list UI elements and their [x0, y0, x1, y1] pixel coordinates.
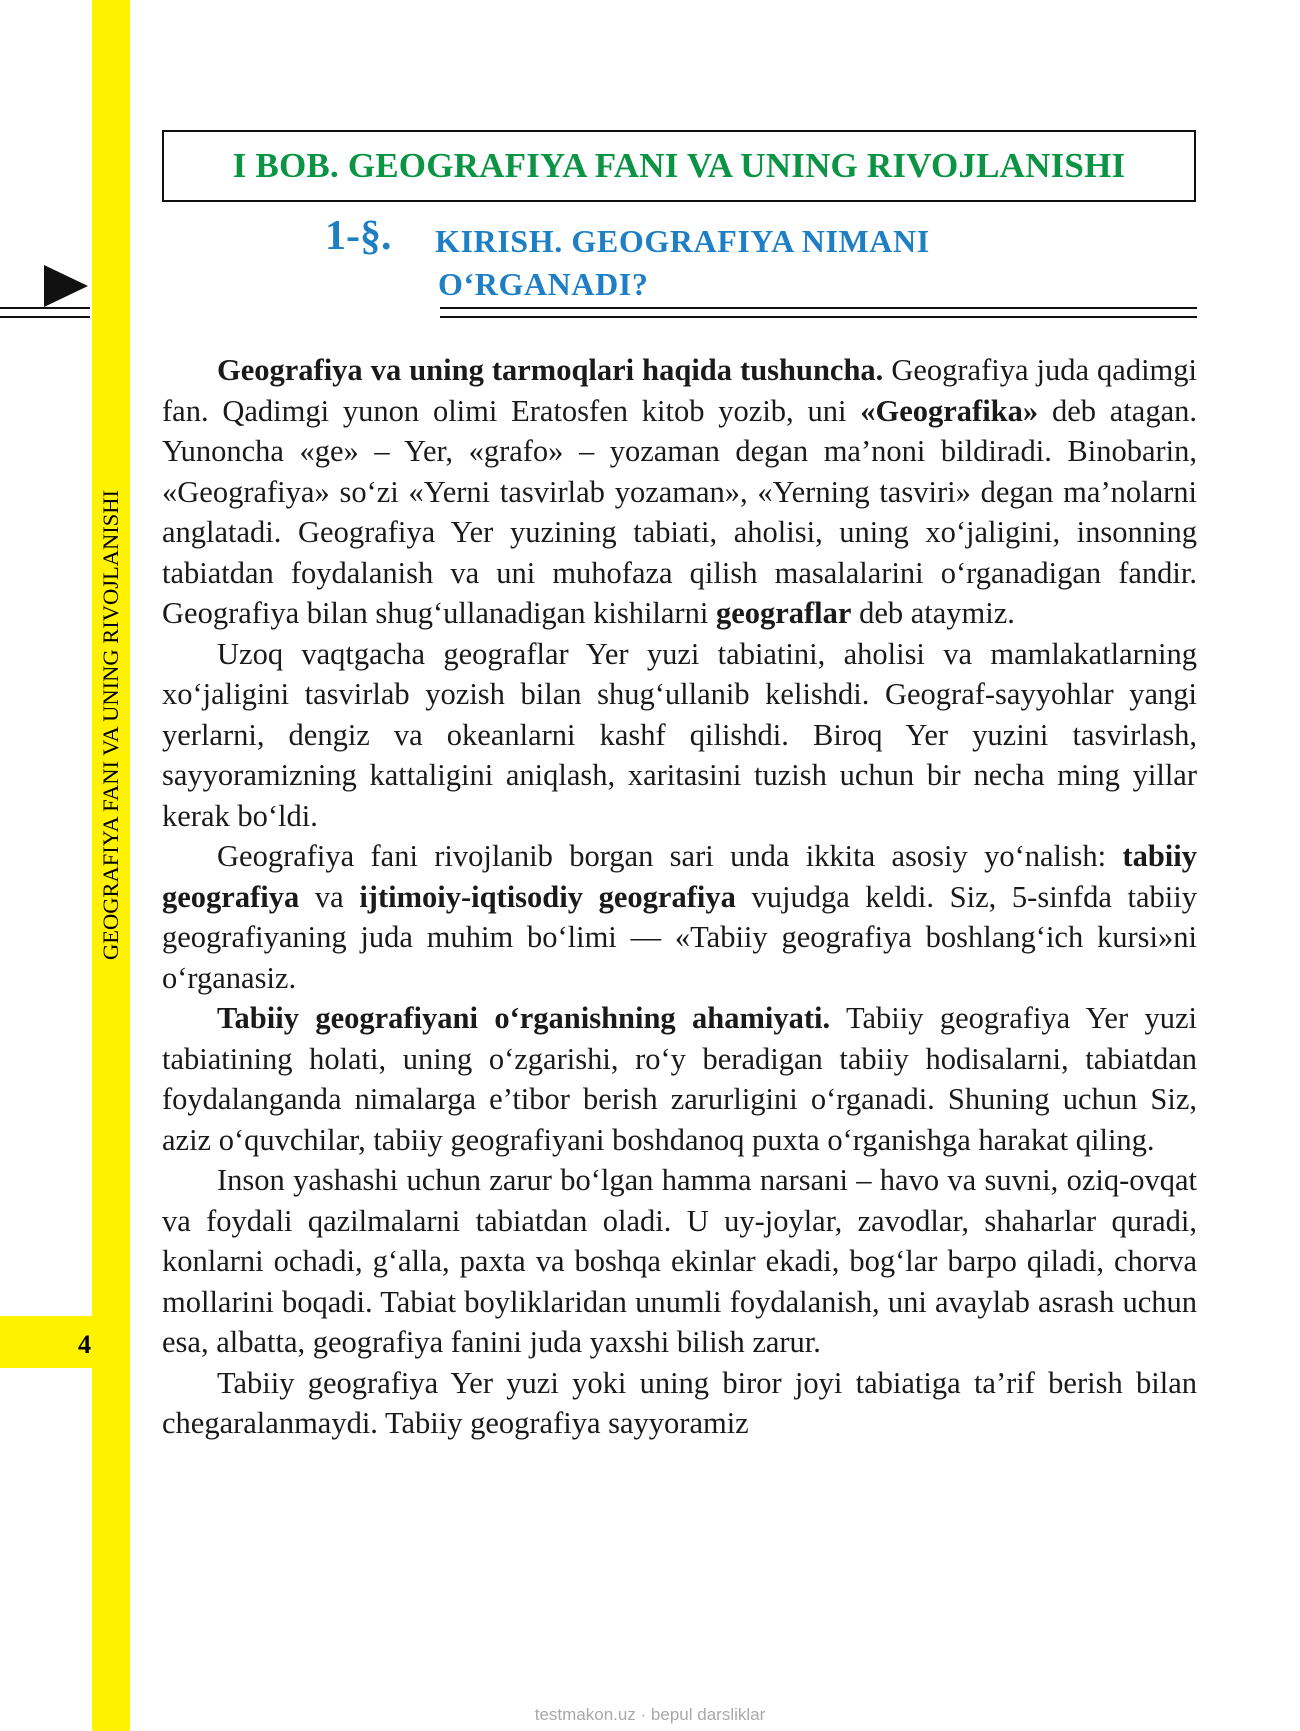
text-run: Tabiiy geografiya Yer yuzi yoki uning biror joyi tabiatiga ta’rif berish bilan chegaralanmaydi. Tabiiy geografiya sayyoramiz [162, 1365, 1197, 1440]
body-paragraph [162, 634, 1197, 837]
side-running-title: GEOGRAFIYA FANI VA UNING RIVOJLANISHI [98, 489, 123, 961]
arrow-rule-top [0, 307, 90, 309]
chapter-title: I BOB. GEOGRAFIYA FANI VA UNING RIVOJLANISHI [232, 146, 1126, 185]
body-paragraph [162, 1363, 1197, 1444]
body-paragraph [162, 350, 1197, 634]
section-title-line-1: KIRISH. GEOGRAFIYA NIMANI [435, 223, 930, 259]
footer-watermark: testmakon.uz · bepul darsliklar [534, 1705, 766, 1724]
bold-term: Tabiiy geografiyani o‘rganishning ahamiyati. [217, 1001, 831, 1035]
title-rule-top [440, 307, 1197, 309]
title-rule-bottom [440, 316, 1197, 318]
text-run: Tabiiy geografiya Yer yuzi tabiatining holati, uning o‘zgarishi, ro‘y beradigan tabiiy hodisalarni, tabiatdan foydalanganda nimalarga e’tibor berish zarurligini o‘rganadi. Shuning uchun Siz, aziz o‘quvchilar, tabiiy geografiyani boshdanoq puxta o‘rganishga harakat qiling. [162, 1001, 1197, 1157]
text-run: Inson yashashi uchun zarur bo‘lgan hamma narsani – havo va suvni, oziq-ovqat va foydali qazilmalarni tabiatdan oladi. U uy-joylar, zavodlar, shaharlar quradi, konlarni ochadi, g‘alla, paxta va boshqa ekinlar ekadi, bog‘lar barpo qiladi, chorva mollarini boqadi. Tabiat boyliklaridan unumli foydalanish, uni avaylab asrash uchun esa, albatta, geografiya fanini juda yaxshi bilish zarur. [162, 1163, 1197, 1359]
body-paragraph [162, 836, 1197, 998]
side-title-container [94, 460, 128, 990]
bold-term: ijtimoiy-iqtisodiy geografiya [359, 879, 736, 914]
chapter-heading-box [162, 130, 1196, 202]
right-triangle-arrow-icon [44, 265, 88, 307]
text-run: Geografiya juda qadimgi fan. Qadimgi yunon olimi Eratosfen kitob yozib, uni [162, 353, 1197, 428]
bold-term: «Geografika» [860, 393, 1039, 428]
bold-term: geograflar [715, 596, 852, 630]
section-number: 1-§. [325, 213, 392, 259]
arrow-rule-bottom [0, 316, 90, 318]
text-run: va [299, 879, 360, 914]
page-number: 4 [78, 1330, 91, 1359]
body-text [162, 350, 1197, 1444]
page-number-tab [0, 1316, 130, 1368]
text-run: vujudga keldi. Siz, 5-sinfda tabiiy geografiyaning juda muhim bo‘limi — «Tabiiy geografiya boshlang‘ich kursi»ni o‘rganasiz. [162, 879, 1197, 995]
body-paragraph [162, 1160, 1197, 1363]
bold-term: tabiiy geografiya [162, 839, 1197, 914]
text-run: deb atagan. Yunoncha «ge» – Yer, «grafo» – yozaman degan ma’noni bildiradi. Binobarin, «Geografiya» so‘zi «Yerni tasvirlab yozaman», «Yerning tasviri» degan ma’nolarni anglatadi. Geografiya Yer yuzining tabiati, aholisi, uning xo‘jaligini, insonning tabiatdan foydalanish va uni muhofaza qilish masalalarini o‘rganadigan fandir. Geografiya bilan shug‘ullanadigan kishilarni [162, 393, 1197, 630]
text-run: deb ataymiz. [851, 596, 1015, 630]
section-title [435, 220, 930, 306]
section-title-line-2: O‘RGANADI? [438, 266, 649, 302]
text-run: Uzoq vaqtgacha geograflar Yer yuzi tabiatini, aholisi va mamlakatlarning xo‘jaligini tasvirlab yozish bilan shug‘ullanib kelishdi. Geograf-sayyohlar yangi yerlarni, dengiz va okeanlarni kashf qilishdi. Biroq Yer yuzini tasvirlash, sayyoramizning kattaligini aniqlash, xaritasini tuzish uchun bir necha ming yillar kerak bo‘ldi. [162, 636, 1197, 833]
body-paragraph [162, 998, 1197, 1160]
text-run: Geografiya fani rivojlanib borgan sari unda ikkita asosiy yo‘nalish: [217, 839, 1123, 873]
bold-term: Geografiya va uning tarmoqlari haqida tushuncha. [217, 353, 884, 387]
